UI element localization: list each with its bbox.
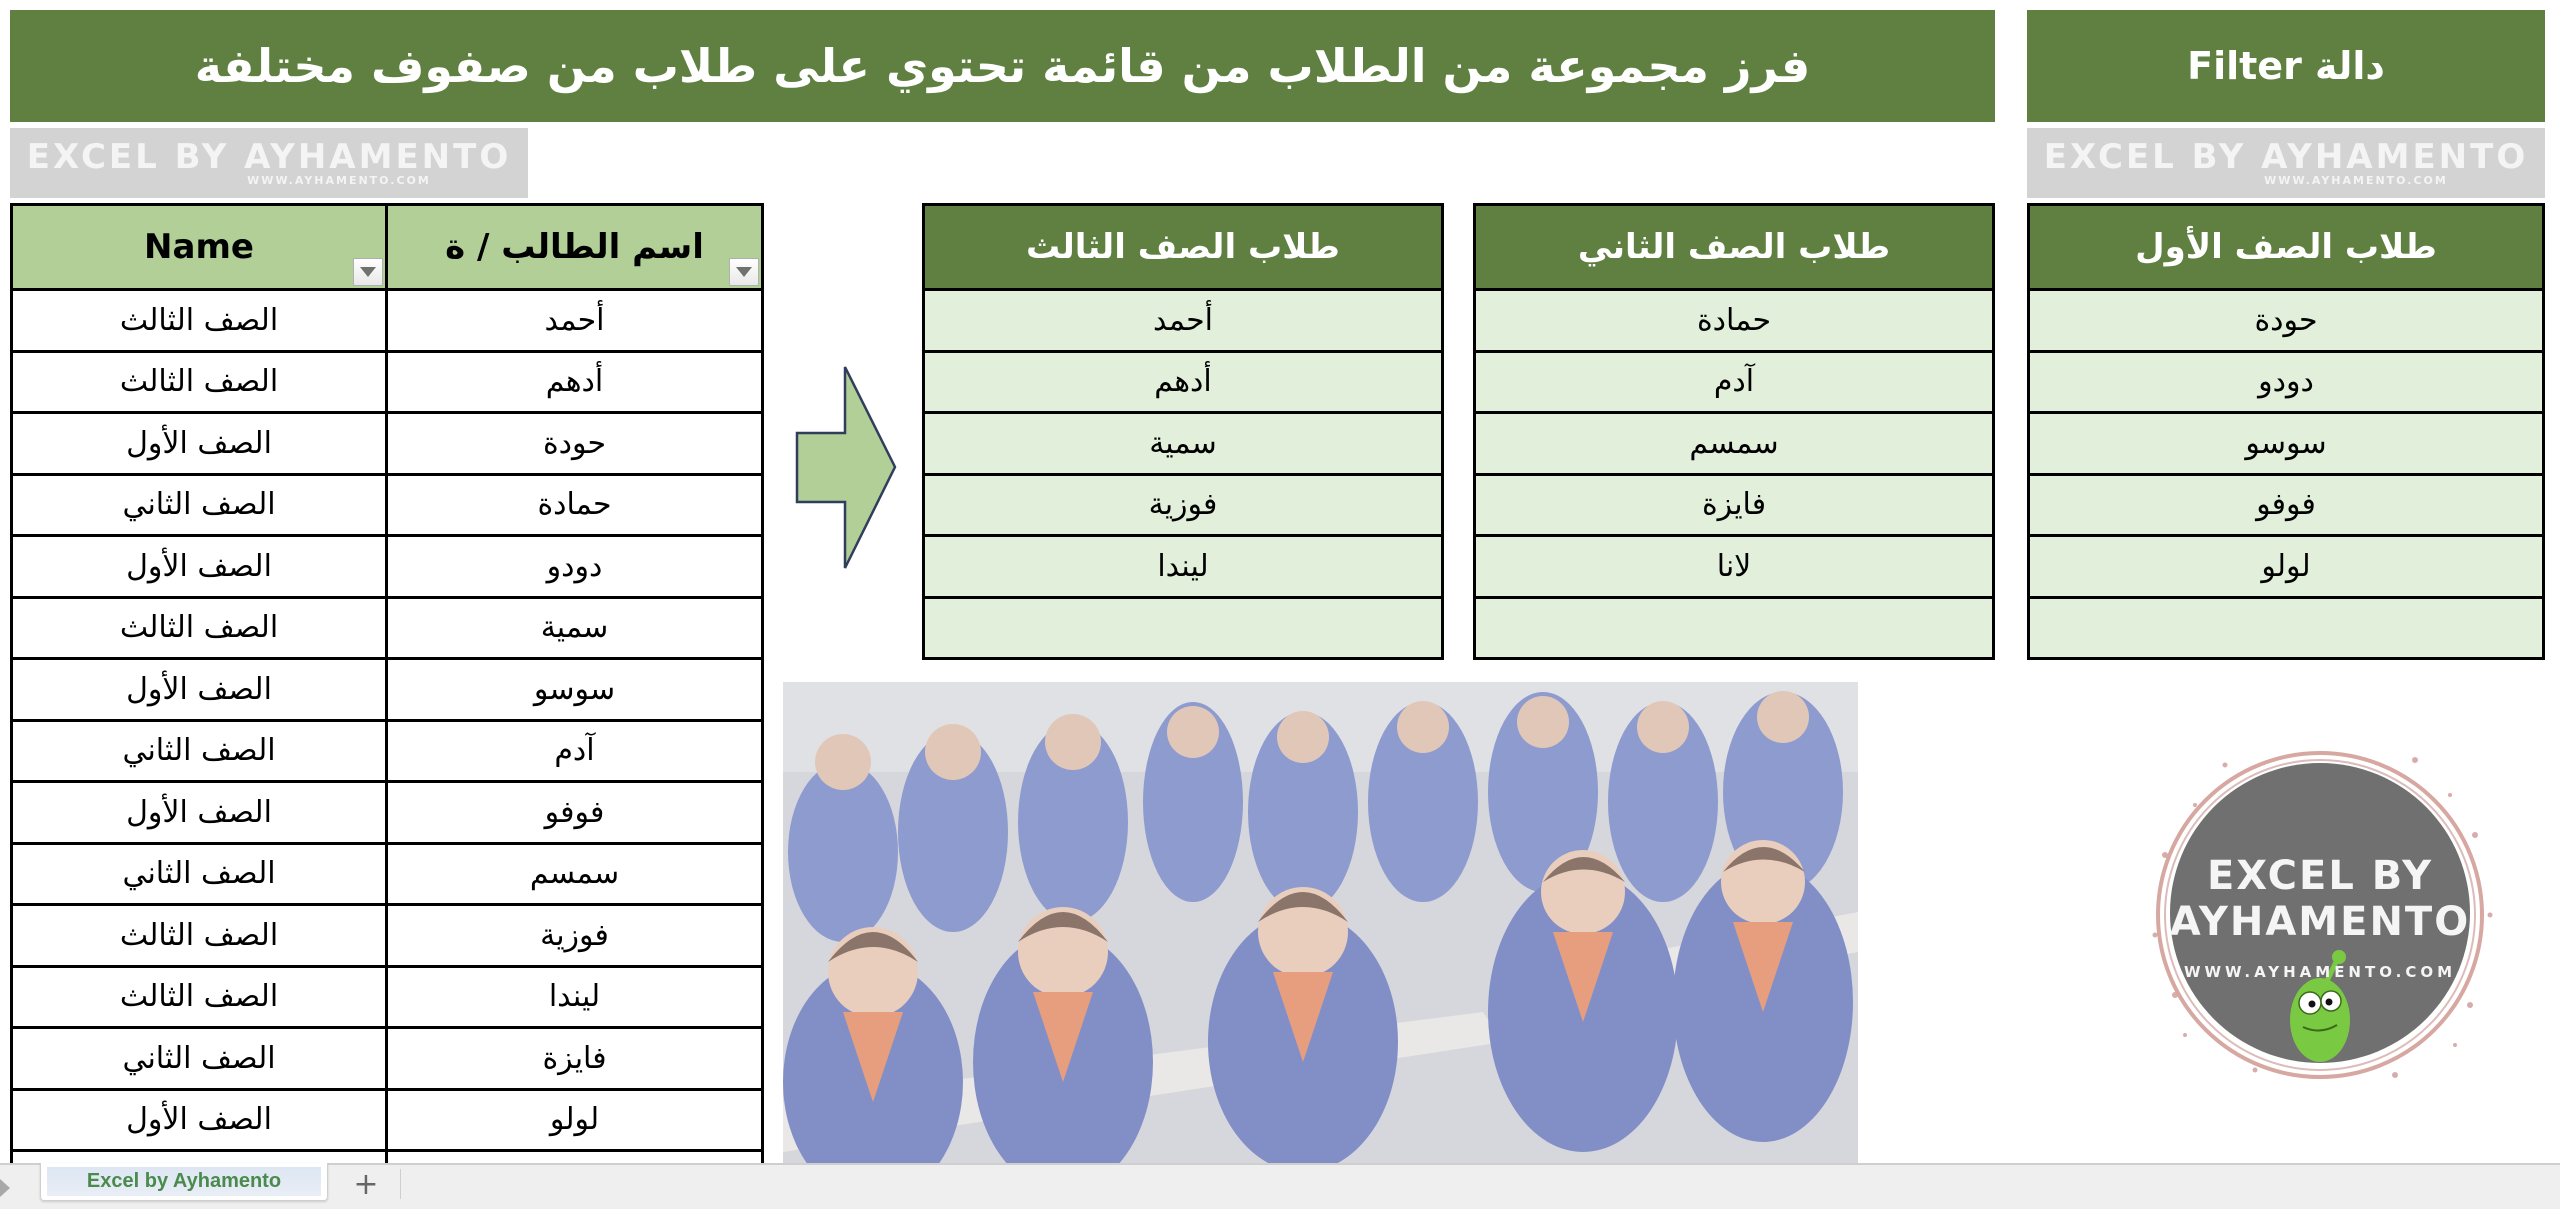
grade-cell[interactable]: الصف الأول bbox=[12, 413, 387, 475]
grade3-header: طلاب الصف الثالث bbox=[924, 205, 1443, 290]
table-row bbox=[12, 843, 763, 905]
table-row bbox=[12, 413, 763, 475]
table-row bbox=[924, 290, 1443, 352]
watermark-left bbox=[10, 128, 528, 198]
student-cell[interactable]: حودة bbox=[2029, 290, 2544, 352]
grade-cell[interactable]: الصف الثالث bbox=[12, 351, 387, 413]
table-header-row bbox=[12, 205, 763, 290]
student-cell[interactable]: ليندا bbox=[924, 536, 1443, 598]
ayhamento-logo bbox=[2135, 735, 2505, 1095]
grade1-header: طلاب الصف الأول bbox=[2029, 205, 2544, 290]
student-cell[interactable]: سمسم bbox=[387, 843, 763, 905]
table-row bbox=[1475, 536, 1994, 598]
table-row bbox=[12, 905, 763, 967]
grade-cell[interactable]: الصف الأول bbox=[12, 1089, 387, 1151]
grade-cell[interactable]: الصف الأول bbox=[12, 536, 387, 598]
sheet-tab-bar bbox=[0, 1163, 2560, 1209]
add-sheet-button[interactable]: + bbox=[353, 1166, 379, 1202]
student-cell[interactable]: أدهم bbox=[924, 351, 1443, 413]
student-cell[interactable]: سمية bbox=[924, 413, 1443, 475]
grade-cell[interactable]: الصف الأول bbox=[12, 659, 387, 721]
table-row bbox=[924, 536, 1443, 598]
student-cell[interactable] bbox=[924, 597, 1443, 659]
watermark-text: EXCEL BY AYHAMENTO bbox=[26, 137, 512, 177]
table-row bbox=[12, 536, 763, 598]
grade-cell[interactable]: الصف الثالث bbox=[12, 290, 387, 352]
watermark-text: EXCEL BY AYHAMENTO bbox=[2043, 137, 2529, 177]
page-title-banner bbox=[10, 10, 1995, 122]
filter-dropdown-icon[interactable] bbox=[353, 258, 383, 286]
classroom-photo[interactable] bbox=[783, 682, 1858, 1163]
table-row bbox=[924, 413, 1443, 475]
student-cell[interactable]: دودو bbox=[2029, 351, 2544, 413]
sheet-tab-label: Excel by Ayhamento bbox=[47, 1167, 321, 1196]
grade-cell[interactable]: الصف الثالث bbox=[12, 905, 387, 967]
table-row bbox=[12, 290, 763, 352]
logo-text-line1: EXCEL BY bbox=[2206, 853, 2434, 899]
table-row bbox=[12, 720, 763, 782]
student-cell[interactable]: فوفو bbox=[2029, 474, 2544, 536]
student-cell[interactable]: دودو bbox=[387, 536, 763, 598]
scroll-tabs-right-icon[interactable] bbox=[0, 1179, 10, 1197]
student-cell[interactable]: أدهم bbox=[387, 351, 763, 413]
student-cell[interactable]: سمية bbox=[387, 597, 763, 659]
grade-cell[interactable]: الصف الثالث bbox=[12, 966, 387, 1028]
student-cell[interactable]: حودة bbox=[387, 413, 763, 475]
table-row bbox=[12, 351, 763, 413]
page-title: فرز مجموعة من الطلاب من قائمة تحتوي على طلاب من صفوف مختلفة bbox=[194, 39, 1811, 93]
student-cell[interactable]: سوسو bbox=[387, 659, 763, 721]
grade1-students-table bbox=[2027, 203, 2545, 660]
tab-divider bbox=[400, 1169, 401, 1199]
header-cell-grade[interactable]: Name bbox=[12, 205, 387, 290]
student-cell[interactable]: لولو bbox=[2029, 536, 2544, 598]
grade-cell[interactable]: الصف الثاني bbox=[12, 843, 387, 905]
table-row bbox=[12, 1089, 763, 1151]
table-row bbox=[12, 1028, 763, 1090]
filter-dropdown-icon[interactable] bbox=[729, 258, 759, 286]
grade-cell[interactable]: الصف الثاني bbox=[12, 720, 387, 782]
student-cell[interactable]: فوزية bbox=[924, 474, 1443, 536]
table-row bbox=[12, 597, 763, 659]
student-cell[interactable]: لانا bbox=[1475, 536, 1994, 598]
grade2-header: طلاب الصف الثاني bbox=[1475, 205, 1994, 290]
table-row bbox=[2029, 413, 2544, 475]
logo-url: WWW.AYHAMENTO.COM bbox=[2183, 963, 2457, 981]
table-row bbox=[1475, 597, 1994, 659]
student-cell[interactable]: فايزة bbox=[1475, 474, 1994, 536]
table-row bbox=[2029, 351, 2544, 413]
student-cell[interactable]: أحمد bbox=[924, 290, 1443, 352]
table-row bbox=[1475, 351, 1994, 413]
student-cell[interactable]: فوزية bbox=[387, 905, 763, 967]
table-row bbox=[1475, 474, 1994, 536]
source-students-table bbox=[10, 203, 764, 1209]
function-title-banner bbox=[2027, 10, 2545, 122]
table-row bbox=[1475, 290, 1994, 352]
table-row bbox=[12, 966, 763, 1028]
student-cell[interactable]: فوفو bbox=[387, 782, 763, 844]
table-row bbox=[924, 597, 1443, 659]
function-title: دالة Filter bbox=[2187, 44, 2385, 88]
student-cell[interactable]: أحمد bbox=[387, 290, 763, 352]
student-cell[interactable]: سمسم bbox=[1475, 413, 1994, 475]
table-row bbox=[2029, 474, 2544, 536]
table-row bbox=[12, 782, 763, 844]
student-cell[interactable]: آدم bbox=[1475, 351, 1994, 413]
table-row bbox=[1475, 413, 1994, 475]
sheet-tab-excel-by-ayhamento[interactable] bbox=[40, 1163, 328, 1201]
student-cell[interactable] bbox=[1475, 597, 1994, 659]
grade-cell[interactable]: الصف الثالث bbox=[12, 597, 387, 659]
grade-cell[interactable]: الصف الثاني bbox=[12, 474, 387, 536]
table-row bbox=[12, 659, 763, 721]
grade-cell[interactable]: الصف الأول bbox=[12, 782, 387, 844]
table-row bbox=[2029, 597, 2544, 659]
student-cell[interactable]: سوسو bbox=[2029, 413, 2544, 475]
table-row bbox=[2029, 536, 2544, 598]
student-cell[interactable]: حمادة bbox=[387, 474, 763, 536]
watermark-url: WWW.AYHAMENTO.COM bbox=[2264, 174, 2448, 187]
student-cell[interactable]: حمادة bbox=[1475, 290, 1994, 352]
student-cell[interactable]: لولو bbox=[387, 1089, 763, 1151]
watermark-right bbox=[2027, 128, 2545, 198]
student-cell[interactable] bbox=[2029, 597, 2544, 659]
grade2-students-table bbox=[1473, 203, 1995, 660]
student-cell[interactable]: فايزة bbox=[387, 1028, 763, 1090]
right-arrow-icon bbox=[795, 365, 897, 570]
table-row bbox=[12, 474, 763, 536]
table-row bbox=[924, 474, 1443, 536]
table-row bbox=[2029, 290, 2544, 352]
grade-cell[interactable]: الصف الثاني bbox=[12, 1028, 387, 1090]
header-cell-student-name[interactable]: اسم الطالب / ة bbox=[387, 205, 763, 290]
logo-text-line2: AYHAMENTO bbox=[2169, 899, 2471, 945]
student-cell[interactable]: آدم bbox=[387, 720, 763, 782]
grade3-students-table bbox=[922, 203, 1444, 660]
watermark-url: WWW.AYHAMENTO.COM bbox=[247, 174, 431, 187]
student-cell[interactable]: ليندا bbox=[387, 966, 763, 1028]
table-row bbox=[924, 351, 1443, 413]
